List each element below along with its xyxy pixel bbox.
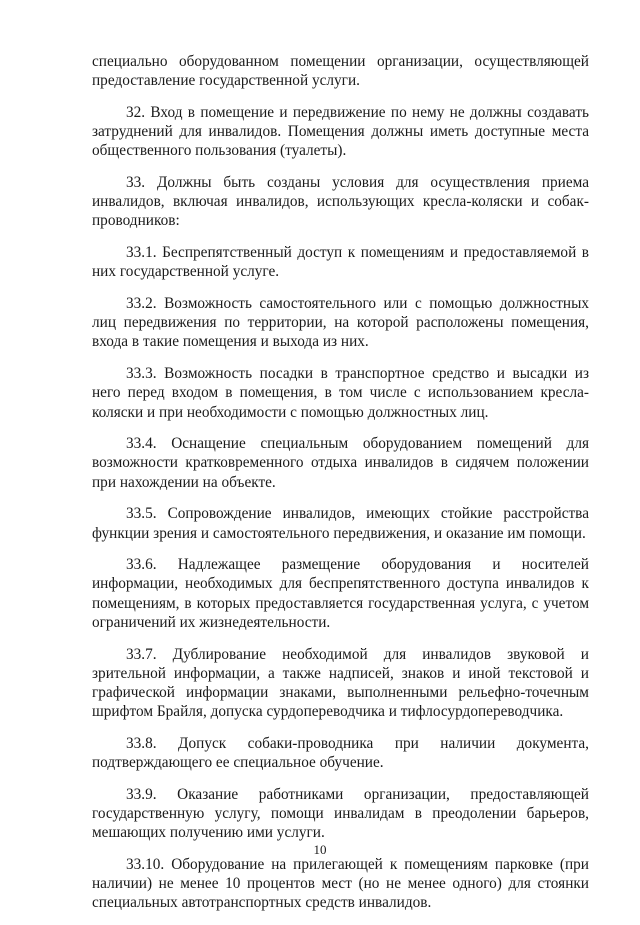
paragraph-continuation: специально оборудованном помещении организации, осуществляющей предоставление государственной услуги. — [92, 53, 589, 90]
paragraph-33-7: 33.7. Дублирование необходимой для инвалидов звуковой и зрительной информации, а также надписей, знаков и иной текстовой и графической информации знаками, выполненными рельефно-точечным шрифтом Брайля, допуска сурдопереводчика и тифлосурдопереводчика. — [92, 645, 589, 721]
paragraph-33-5: 33.5. Сопровождение инвалидов, имеющих стойкие расстройства функции зрения и самостоятельного передвижения, и оказание им помощи. — [92, 505, 589, 542]
paragraph-33-1: 33.1. Беспрепятственный доступ к помещениям и предоставляемой в них государственной услуге. — [92, 244, 589, 281]
paragraph-32: 32. Вход в помещение и передвижение по нему не должны создавать затруднений для инвалидов. Помещения должны иметь доступные места общественного пользования (туалеты). — [92, 103, 589, 160]
page-number: 10 — [313, 842, 327, 857]
paragraph-33-2: 33.2. Возможность самостоятельного или с помощью должностных лиц передвижения по территории, на которой расположены помещения, входа в такие помещения и выхода из них. — [92, 295, 589, 351]
paragraph-33-8: 33.8. Допуск собаки-проводника при наличии документа, подтверждающего ее специальное обучение. — [92, 734, 589, 772]
paragraph-33-10: 33.10. Оборудование на прилегающей к помещениям парковке (при наличии) не менее 10 процентов мест (но не менее одного) для стоянки специальных автотранспортных средств инвалидов. — [92, 855, 589, 912]
paragraph-33-3: 33.3. Возможность посадки в транспортное средство и высадки из него перед входом в помещения, в том числе с использованием кресла-коляски и при необходимости с помощью должностных лиц. — [92, 365, 589, 421]
paragraph-33-6: 33.6. Надлежащее размещение оборудования и носителей информации, необходимых для беспрепятственного доступа инвалидов к помещениям, в которых предоставляется государственная услуга, с учетом ограничений их жизнедеятельности. — [92, 556, 589, 631]
paragraph-33: 33. Должны быть созданы условия для осуществления приема инвалидов, включая инвалидов, использующих кресла-коляски и собак-проводников: — [92, 174, 589, 230]
document-body — [92, 52, 589, 925]
paragraph-33-9: 33.9. Оказание работниками организации, предоставляющей государственную услугу, помощи инвалидам в преодолении барьеров, мешающих получению ими услуги. — [92, 785, 589, 842]
paragraph-33-4: 33.4. Оснащение специальным оборудованием помещений для возможности кратковременного отдыха инвалидов в сидячем положении при нахождении на объекте. — [92, 435, 589, 491]
